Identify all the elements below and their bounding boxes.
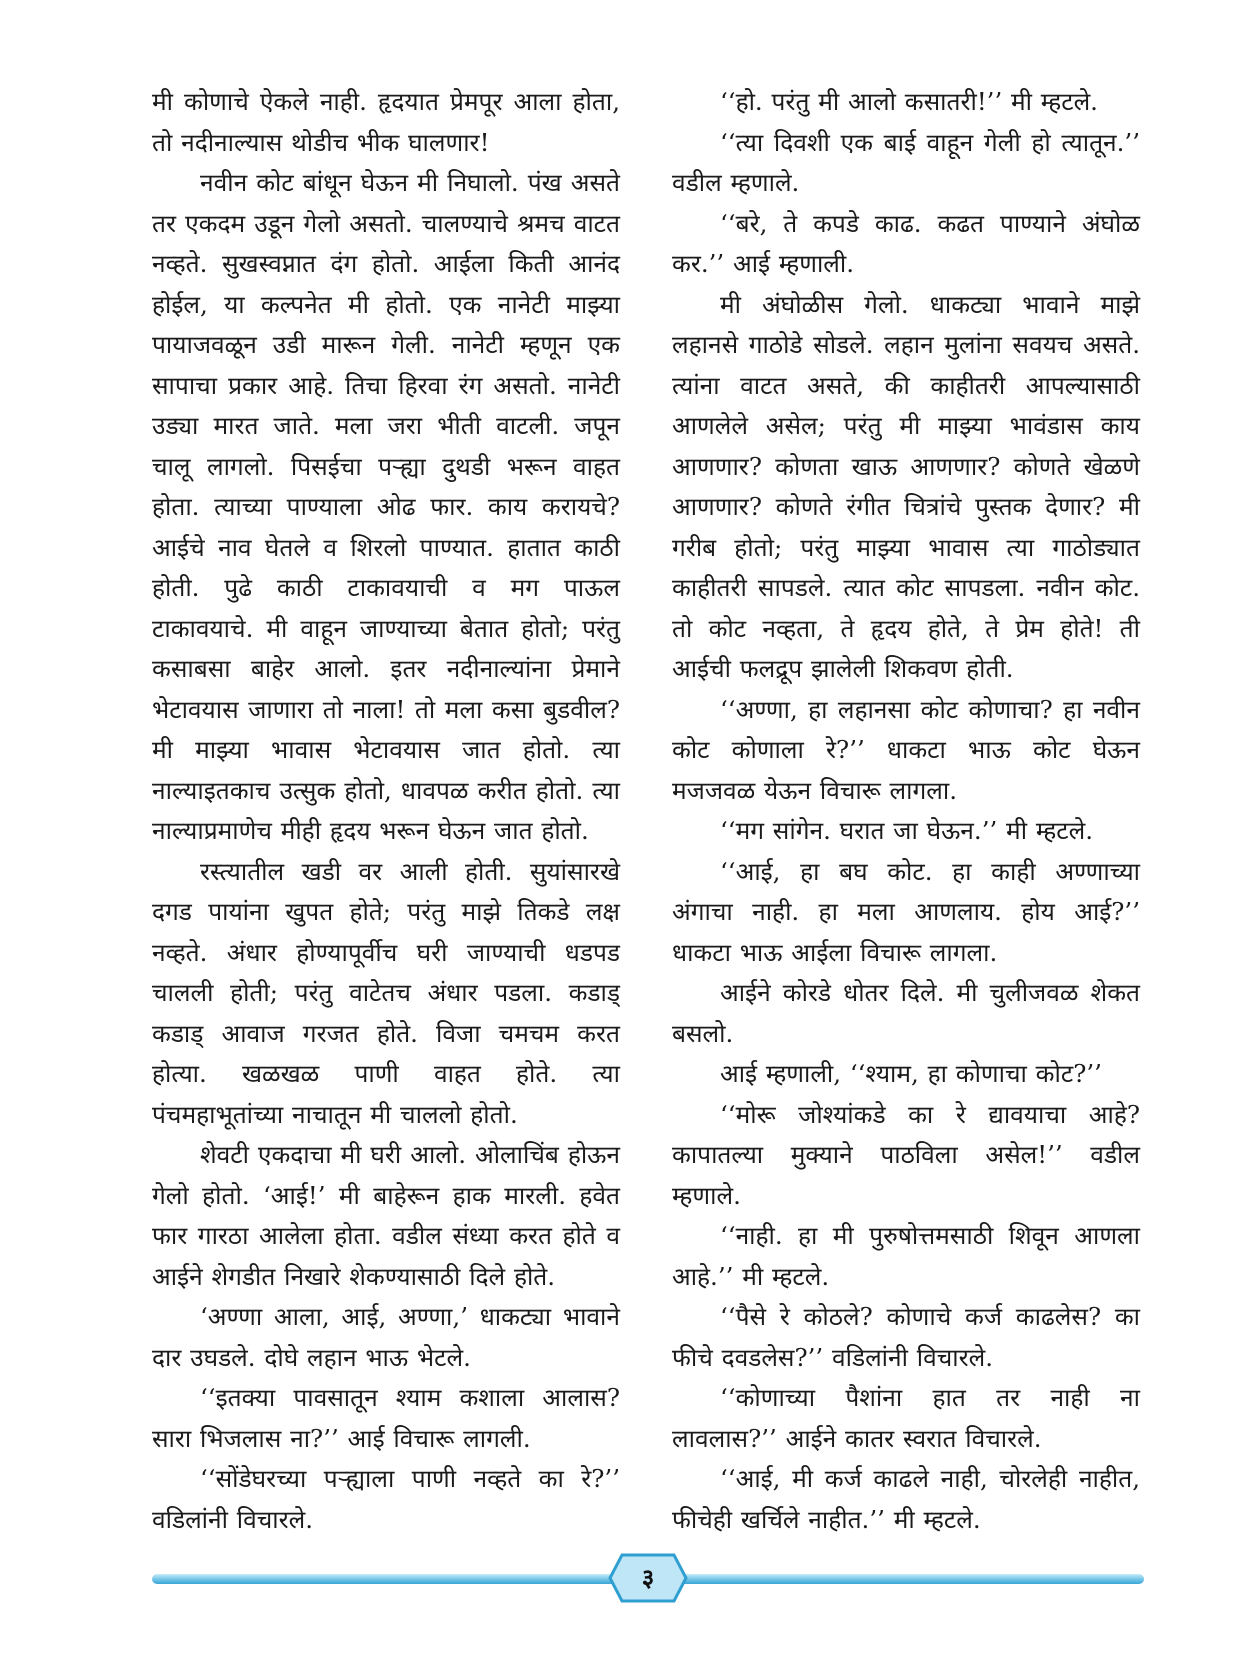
paragraph: नवीन कोट बांधून घेऊन मी निघालो. पंख असते तर एकदम उडून गेलो असतो. चालण्याचे श्रमच वाटत नव्हते. सुखस्वप्नात दंग होतो. आईला किती आनंद होईल, या कल्पनेत मी होतो. एक नानेटी माझ्या पायाजवळून उडी मारून गेली. नानेटी म्हणून एक सापाचा प्रकार आहे. तिचा हिरवा रंग असतो. नानेटी उड्या मारत जाते. मला जरा भीती वाटली. जपून चालू लागलो. पिसईचा पऱ्ह्या दुथडी भरून वाहत होता. त्याच्या पाण्याला ओढ फार. काय करायचे? आईचे नाव घेतले व शिरलो पाण्यात. हातात काठी होती. पुढे काठी टाकावयाची व मग पाऊल टाकावयाचे. मी वाहून जाण्याच्या बेतात होतो; परंतु कसाबसा बाहेर आलो. इतर नदीनाल्यांना प्रेमाने भेटावयास जाणारा तो नाला! तो मला कसा बुडवील? मी माझ्या भावास भेटावयास जात होतो. त्या नाल्याइतकाच उत्सुक होतो, धावपळ करीत होतो. त्या नाल्याप्रमाणेच मीही हृदय भरून घेऊन जात होतो.: [152, 168, 620, 845]
paragraph: ‘अण्णा आला, आई, अण्णा,’ धाकट्या भावाने दार उघडले. दोघे लहान भाऊ भेटले.: [152, 1302, 620, 1372]
page-number-badge: [608, 1552, 688, 1604]
page-number: ३: [641, 1563, 655, 1592]
paragraph: आई म्हणाली, ‘‘श्याम, हा कोणाचा कोट?’’: [720, 1059, 1102, 1088]
paragraph: ‘‘मोरू जोश्यांकडे का रे द्यावयाचा आहे? कापातल्या मुक्याने पाठविला असेल!’’ वडील म्हणाले.: [672, 1099, 1140, 1210]
paragraph: रस्त्यातील खडी वर आली होती. सुयांसारखे दगड पायांना खुपत होते; परंतु माझे तिकडे लक्ष नव्हते. अंधार होण्यापूर्वीच घरी जाण्याची धडपड चालली होती; परंतु वाटेतच अंधार पडला. कडाड् कडाड् आवाज गरजत होते. विजा चमचम करत होत्या. खळखळ पाणी वाहत होते. त्या पंचमहाभूतांच्या नाचातून मी चाललो होतो.: [152, 856, 620, 1129]
paragraph: ‘‘अण्णा, हा लहानसा कोट कोणाचा? हा नवीन कोट कोणाला रे?’’ धाकटा भाऊ कोट घेऊन मजजवळ येऊन विचारू लागला.: [672, 694, 1140, 805]
left-column: [152, 82, 620, 1540]
paragraph: ‘‘मग सांगेन. घरात जा घेऊन.’’ मी म्हटले.: [720, 816, 1093, 845]
paragraph: शेवटी एकदाचा मी घरी आलो. ओलाचिंब होऊन गेलो होतो. ‘आई!’ मी बाहेरून हाक मारली. हवेत फार गारठा आलेला होता. वडील संध्या करत होते व आईने शेगडीत निखारे शेकण्यासाठी दिले होते.: [152, 1140, 620, 1291]
paragraph: ‘‘कोणाच्या पैशांना हात तर नाही ना लावलास?’’ आईने कातर स्वरात विचारले.: [672, 1383, 1140, 1453]
paragraph: ‘‘इतक्या पावसातून श्याम कशाला आलास? सारा भिजलास ना?’’ आई विचारू लागली.: [152, 1383, 620, 1453]
paragraph: ‘‘सोंडेघरच्या पऱ्ह्याला पाणी नव्हते का रे?’’ वडिलांनी विचारले.: [152, 1464, 620, 1534]
paragraph: मी अंघोळीस गेलो. धाकट्या भावाने माझे लहानसे गाठोडे सोडले. लहान मुलांना सवयच असते. त्यांना वाटत असते, की काहीतरी आपल्यासाठी आणलेले असेल; परंतु मी माझ्या भावंडास काय आणणार? कोणता खाऊ आणणार? कोणते खेळणे आणणार? कोणते रंगीत चित्रांचे पुस्तक देणार? मी गरीब होतो; परंतु माझ्या भावास त्या गाठोड्यात काहीतरी सापडले. त्यात कोट सापडला. नवीन कोट. तो कोट नव्हता, ते हृदय होते, ते प्रेम होते! ती आईची फलद्रूप झालेली शिकवण होती.: [672, 289, 1140, 683]
paragraph: मी कोणाचे ऐकले नाही. हृदयात प्रेमपूर आला होता, तो नदीनाल्यास थोडीच भीक घालणार!: [152, 87, 620, 157]
paragraph: ‘‘पैसे रे कोठले? कोणाचे कर्ज काढलेस? का फीचे दवडलेस?’’ वडिलांनी विचारले.: [672, 1302, 1140, 1372]
paragraph: ‘‘हो. परंतु मी आलो कसातरी!’’ मी म्हटले.: [720, 87, 1098, 116]
page-body: [152, 82, 1144, 1542]
paragraph: ‘‘त्या दिवशी एक बाई वाहून गेली हो त्यातून.’’ वडील म्हणाले.: [672, 127, 1140, 197]
paragraph: आईने कोरडे धोतर दिले. मी चुलीजवळ शेकत बसलो.: [672, 978, 1140, 1048]
paragraph: ‘‘आई, मी कर्ज काढले नाही, चोरलेही नाहीत, फीचेही खर्चिले नाहीत.’’ मी म्हटले.: [672, 1464, 1140, 1534]
right-column: [672, 82, 1140, 1540]
paragraph: ‘‘आई, हा बघ कोट. हा काही अण्णाच्या अंगाचा नाही. हा मला आणलाय. होय आई?’’ धाकटा भाऊ आईला विचारू लागला.: [672, 856, 1140, 967]
paragraph: ‘‘नाही. हा मी पुरुषोत्तमसाठी शिवून आणला आहे.’’ मी म्हटले.: [672, 1221, 1140, 1291]
paragraph: ‘‘बरे, ते कपडे काढ. कढत पाण्याने अंघोळ कर.’’ आई म्हणाली.: [672, 208, 1140, 278]
page-footer: [152, 1552, 1144, 1604]
